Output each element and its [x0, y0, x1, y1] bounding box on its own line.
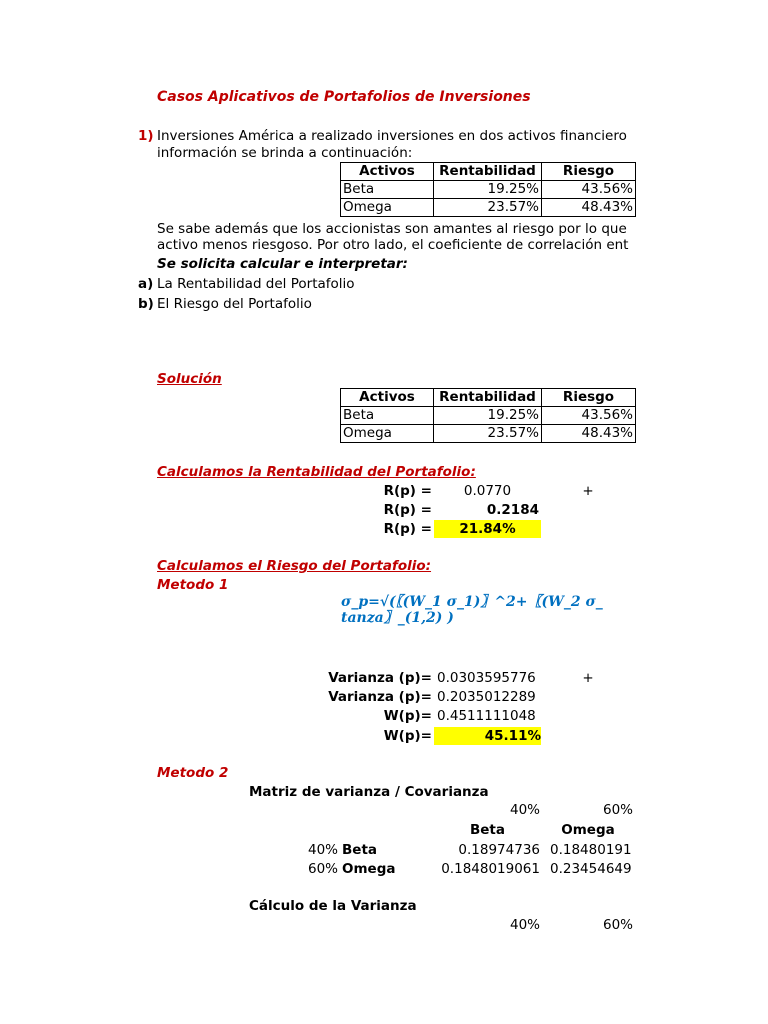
risk-result: 45.11%	[434, 727, 541, 745]
matrix-row-weight: 40%	[307, 842, 338, 858]
risk-heading: Calculamos el Riesgo del Portafolio:	[157, 558, 432, 574]
variance-value: 0.2035012289	[437, 689, 536, 705]
method-1-heading: Metodo 1	[157, 577, 229, 593]
asset-name: Omega	[341, 199, 434, 217]
risk-label: W(p)=	[383, 728, 432, 744]
asset-return: 23.57%	[434, 199, 542, 217]
table-header-row	[341, 389, 636, 407]
problem-text-line-2: información se brinda a continuación:	[157, 145, 413, 161]
page-title: Casos Aplicativos de Portafolios de Inversiones	[157, 89, 531, 105]
matrix-cell: 0.18974736	[458, 842, 540, 858]
column-header: Rentabilidad	[434, 163, 542, 181]
return-label: R(p) =	[383, 521, 432, 537]
return-label: R(p) =	[383, 502, 432, 518]
matrix-title: Matriz de varianza / Covarianza	[249, 784, 489, 800]
variance-label: Varianza (p)=	[328, 670, 432, 686]
matrix-cell: 0.18480191	[550, 842, 632, 858]
solution-heading: Solución	[157, 371, 222, 387]
calc-weight: 60%	[602, 917, 633, 933]
matrix-col-header: Beta	[469, 822, 505, 838]
item-marker-b: b)	[138, 296, 154, 312]
risk-formula-line-2: tanza〗_(1,2) )	[341, 610, 454, 626]
solution-assets-table	[340, 388, 636, 443]
request-heading: Se solicita calcular e interpretar:	[157, 256, 408, 272]
return-value: 0.0770	[463, 483, 512, 499]
asset-risk: 43.56%	[542, 181, 636, 199]
item-text-b: El Riesgo del Portafolio	[157, 296, 312, 312]
asset-name: Beta	[341, 407, 434, 425]
method-2-heading: Metodo 2	[157, 765, 229, 781]
asset-name: Omega	[341, 425, 434, 443]
asset-return: 23.57%	[434, 425, 542, 443]
risk-label: W(p)=	[383, 708, 432, 724]
asset-risk: 43.56%	[542, 407, 636, 425]
item-marker-a: a)	[138, 276, 154, 292]
assets-table	[340, 162, 636, 217]
item-text-a: La Rentabilidad del Portafolio	[157, 276, 355, 292]
matrix-cell: 0.23454649	[550, 861, 632, 877]
table-row	[341, 425, 636, 443]
variance-value: 0.0303595776	[437, 670, 536, 686]
asset-return: 19.25%	[434, 407, 542, 425]
matrix-col-header: Omega	[561, 822, 615, 838]
matrix-row-weight: 60%	[307, 861, 338, 877]
column-header: Activos	[341, 163, 434, 181]
plus-sign: +	[582, 483, 594, 499]
matrix-weight: 40%	[509, 802, 540, 818]
return-heading: Calculamos la Rentabilidad del Portafolio:	[157, 464, 476, 480]
column-header: Activos	[341, 389, 434, 407]
asset-risk: 48.43%	[542, 425, 636, 443]
risk-formula-line-1: σ_p=√(〖(W_1 σ_1)〗^2+〖(W_2 σ_	[341, 594, 603, 610]
calc-weight: 40%	[509, 917, 540, 933]
column-header: Riesgo	[542, 389, 636, 407]
asset-risk: 48.43%	[542, 199, 636, 217]
problem-text-line-1: Inversiones América a realizado inversiones en dos activos financiero	[157, 128, 627, 144]
table-row	[341, 407, 636, 425]
asset-return: 19.25%	[434, 181, 542, 199]
plus-sign: +	[582, 670, 594, 686]
matrix-row-name: Beta	[342, 842, 378, 858]
table-row	[341, 181, 636, 199]
matrix-cell: 0.1848019061	[441, 861, 540, 877]
column-header: Riesgo	[542, 163, 636, 181]
table-row	[341, 199, 636, 217]
return-label: R(p) =	[383, 483, 432, 499]
asset-name: Beta	[341, 181, 434, 199]
return-value: 0.2184	[486, 502, 539, 518]
matrix-weight: 60%	[602, 802, 633, 818]
risk-value: 0.4511111048	[437, 708, 536, 724]
problem-text-line-4: activo menos riesgoso. Por otro lado, el coeficiente de correlación ent	[157, 237, 629, 253]
variance-label: Varianza (p)=	[328, 689, 432, 705]
problem-number: 1)	[138, 128, 154, 144]
return-result: 21.84%	[434, 520, 541, 538]
problem-text-line-3: Se sabe además que los accionistas son amantes al riesgo por lo que	[157, 221, 627, 237]
matrix-row-name: Omega	[342, 861, 396, 877]
table-header-row	[341, 163, 636, 181]
column-header: Rentabilidad	[434, 389, 542, 407]
variance-calc-title: Cálculo de la Varianza	[249, 898, 417, 914]
